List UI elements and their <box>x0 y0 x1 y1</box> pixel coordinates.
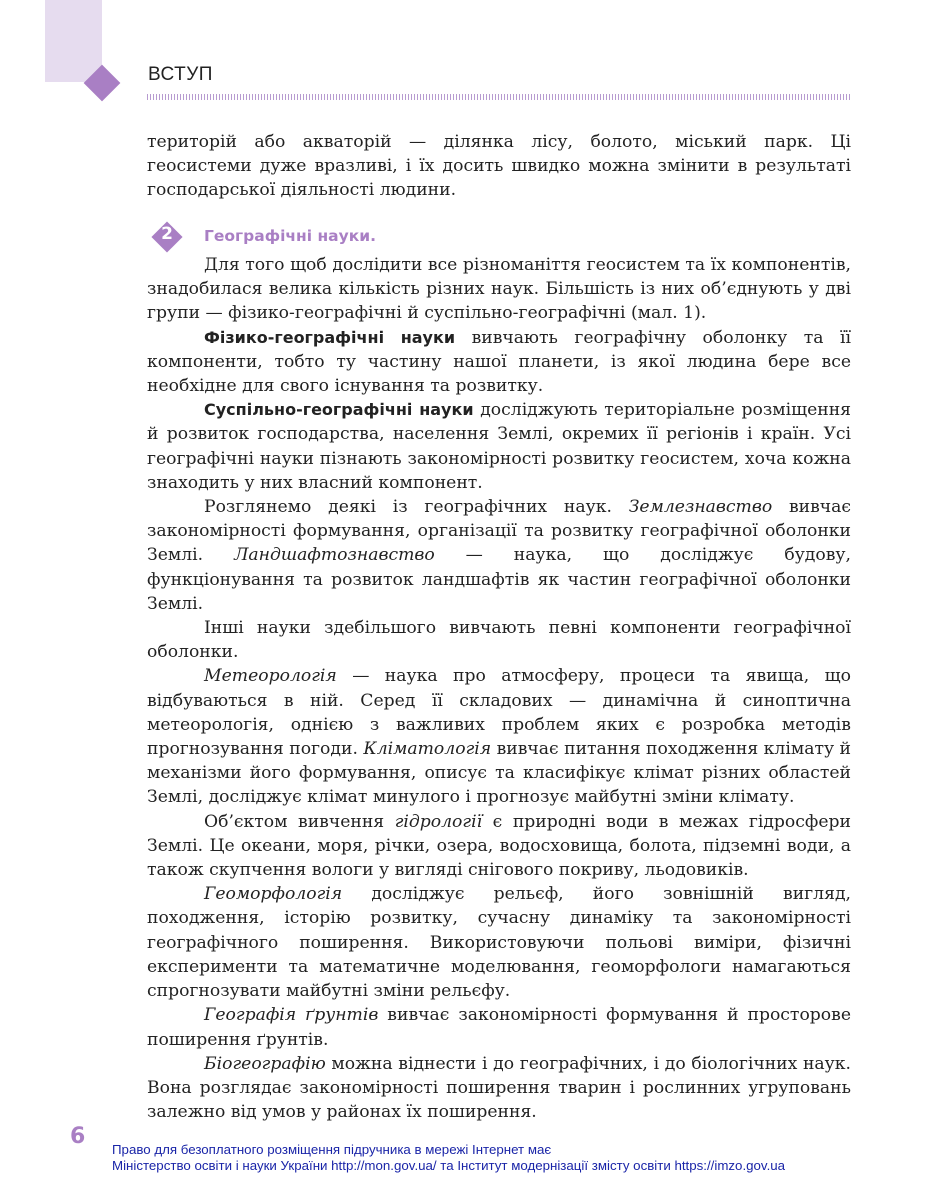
paragraph-4 <box>147 495 851 616</box>
term-italic: Геоморфологія <box>204 884 343 905</box>
intro-paragraph <box>147 130 851 203</box>
term-italic: Метеорологія <box>204 666 337 687</box>
paragraph-text: Інші науки здебільшого вивчають певні компоненти географічної оболонки. <box>147 618 851 663</box>
footer-line-2: Міністерство освіти і науки України http://mon.gov.ua/ та Інститут модернізації змісту освіти https://imzo.gov.ua <box>112 1158 786 1173</box>
term-italic: Біогеографію <box>204 1053 326 1074</box>
paragraph-text: вивчає закономірності формування й просторове поширення ґрунтів. <box>147 1005 851 1050</box>
paragraph-3 <box>147 398 851 495</box>
paragraph-text: Розглянемо деякі із географічних наук. <box>204 497 629 518</box>
header-dotted-divider <box>147 94 851 100</box>
paragraph-10 <box>147 1052 851 1125</box>
paragraph-text: — наука про атмосферу, процеси та явища, що відбуваються в ній. Серед її складових — динамічна й синоптична метеорологія, однією з важливих проблем яких є розробка методів прогнозування погоди. <box>147 666 851 760</box>
footer-line-1: Право для безоплатного розміщення підручника в мережі Інтернет має <box>112 1142 552 1157</box>
paragraph-5 <box>147 616 851 664</box>
term-italic: Землезнавство <box>628 497 773 518</box>
main-text <box>147 253 851 1124</box>
term-bold: Суспільно-географічні науки <box>204 400 474 420</box>
term-italic: гідрології <box>394 811 483 832</box>
paragraph-text: вивчає питання походження клімату й механізми його формування, описує та класифікує клімат різних областей Землі, досліджує клімат минулого і прогнозує майбутні зміни клімату. <box>147 739 851 808</box>
paragraph-text: Об’єктом вивчення <box>204 811 395 832</box>
paragraph-1 <box>147 253 851 326</box>
paragraph-9 <box>147 1003 851 1051</box>
subsection-number: 2 <box>161 224 173 244</box>
paragraph-7 <box>147 810 851 883</box>
paragraph-text: — наука, що досліджує будову, функціонування та розвиток ландшафтів як частин географічної оболонки Землі. <box>147 545 851 614</box>
paragraph-text: досліджує рельєф, його зовнішній вигляд, походження, історію розвитку, сучасну динаміку та закономірності географічного поширення. Використовуючи польові виміри, фізичні експерименти та математичне моделювання, геоморфологи намагаються спрогнозувати майбутні зміни рельєфу. <box>147 884 851 1002</box>
term-bold: Фізико-географічні науки <box>204 327 456 347</box>
paragraph-text: Для того щоб дослідити все різноманіття геосистем та їх компонентів, знадобилася велика кількість різних наук. Більшість із них об’єднують у дві групи — фізико-географічні й суспільно-географічні (мал. 1). <box>147 255 851 324</box>
paragraph-8 <box>147 882 851 1003</box>
header-tab-decoration <box>45 0 102 82</box>
paragraph-text: можна віднести і до географічних, і до біологічних наук. Вона розглядає закономірності поширення тварин і рослинних угруповань залежно від умов у районах їх поширення. <box>147 1053 851 1123</box>
page-number: 6 <box>70 1124 86 1149</box>
paragraph-text: вивчають географічну оболонку та її компоненти, тобто ту частину нашої планети, із якої людина бере все необхідне для свого існування та розвитку. <box>147 327 851 397</box>
paragraph-2 <box>147 326 851 399</box>
section-title: ВСТУП <box>148 64 213 85</box>
term-italic: Кліматологія <box>363 739 492 760</box>
term-italic: Географія ґрунтів <box>204 1005 379 1026</box>
paragraph-6 <box>147 664 851 809</box>
paragraph-text: досліджують територіальне розміщення й розвиток господарства, населення Землі, окремих її регіонів і країн. Усі географічні науки пізнають закономірності розвитку геосистем, хоча кожна знаходить у них власний компонент. <box>147 400 851 493</box>
subsection-title: Географічні науки. <box>204 227 376 245</box>
intro-text: територій або акваторій — ділянка лісу, болото, міський парк. Ці геосистеми дуже вразливі, і їх досить швидко можна змінити в результаті господарської діяльності людини. <box>147 132 851 201</box>
paragraph-text: є природні води в межах гідросфери Землі. Це океани, моря, річки, озера, водосховища, болота, підземні води, а також скупчення вологи у вигляді снігового покриву, льодовиків. <box>147 811 851 881</box>
term-italic: Ландшафтознавство <box>234 545 435 566</box>
paragraph-text: вивчає закономірності формування, організації та розвитку географічної оболонки Землі. <box>147 497 851 566</box>
footer-notice <box>112 1142 785 1174</box>
